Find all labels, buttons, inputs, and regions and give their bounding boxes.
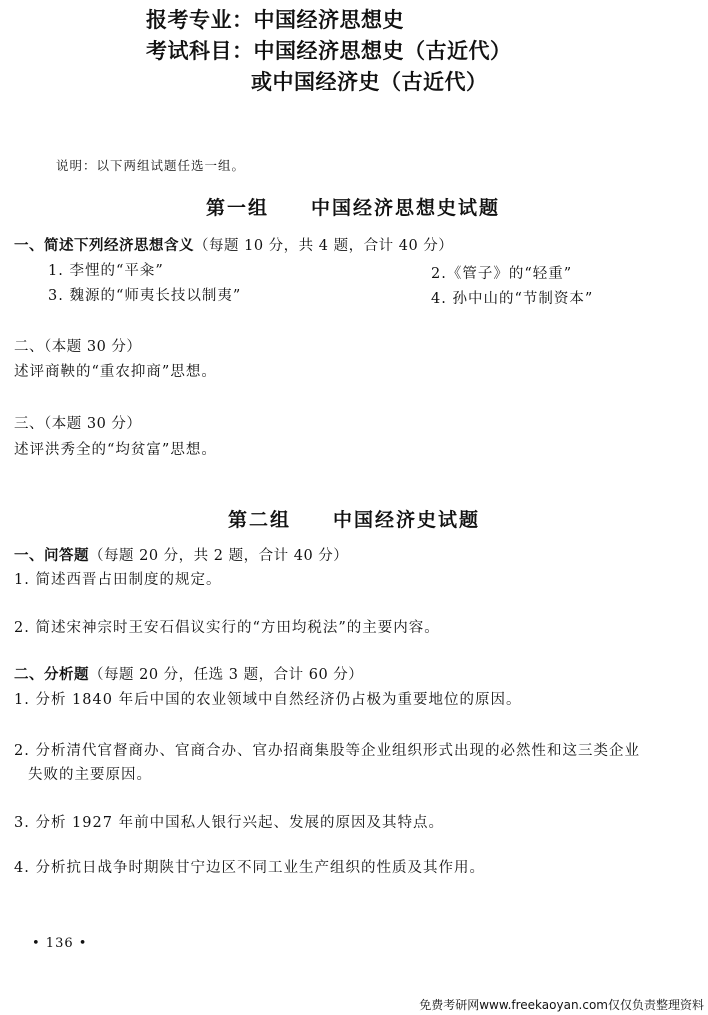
group1-q1-item: 3. 魏源的“师夷长技以制夷” [48,288,242,304]
group2-q1-item: 1. 简述西晋占田制度的规定。 [14,572,222,588]
group2-q2-item: 3. 分析 1927 年前中国私人银行兴起、发展的原因及其特点。 [14,815,445,831]
exam-subject-line1: 考试科目：中国经济思想史（古近代） [146,39,512,63]
group1-q1-item: 4. 孙中山的“节制资本” [431,291,594,307]
group1-q3-text: 述评洪秀全的“均贫富”思想。 [14,442,217,458]
group1-q2-heading: 二、（本题 30 分） [14,339,142,355]
group2-q2-item: 4. 分析抗日战争时期陕甘宁边区不同工业生产组织的性质及其作用。 [14,860,485,876]
exam-major: 报考专业：中国经济思想史 [146,8,404,32]
group2-q2-item: 1. 分析 1840 年后中国的农业领域中自然经济仍占极为重要地位的原因。 [14,692,522,708]
instruction-note: 说明：以下两组试题任选一组。 [56,158,246,173]
group2-q2-item: 2. 分析清代官督商办、官商合办、官办招商集股等企业组织形式出现的必然性和这三类企业 [14,743,640,759]
group1-q1-meta: （每题 10 分，共 4 题，合计 40 分） [194,238,454,254]
exam-subject-line2: 或中国经济史（古近代） [251,70,488,94]
group1-q1-heading [14,234,453,255]
group1-q1-lead: 一、简述下列经济思想含义 [14,237,194,254]
group1-q1-item: 1. 李悝的“平籴” [48,263,164,279]
group1-title: 第一组 中国经济思想史试题 [206,197,501,219]
group2-q1-heading [14,544,348,565]
group2-title: 第二组 中国经济史试题 [228,509,481,531]
group2-q2-heading [14,663,363,684]
group2-q2-meta: （每题 20 分，任选 3 题，合计 60 分） [89,667,364,683]
page-number: • 136 • [32,936,88,951]
group2-q2-lead: 二、分析题 [14,666,89,683]
group2-q1-lead: 一、问答题 [14,547,89,564]
group2-q1-item: 2. 简述宋神宗时王安石倡议实行的“方田均税法”的主要内容。 [14,620,440,636]
group1-q1-item: 2.《管子》的“轻重” [431,266,573,282]
group1-q3-heading: 三、（本题 30 分） [14,416,142,432]
group1-q2-text: 述评商鞅的“重农抑商”思想。 [14,364,217,380]
group2-q1-meta: （每题 20 分，共 2 题，合计 40 分） [89,548,349,564]
group2-q2-item-continuation: 失败的主要原因。 [28,767,152,783]
footer-watermark: 免费考研网www.freekaoyan.com仅仅负责整理资料 [419,998,704,1012]
